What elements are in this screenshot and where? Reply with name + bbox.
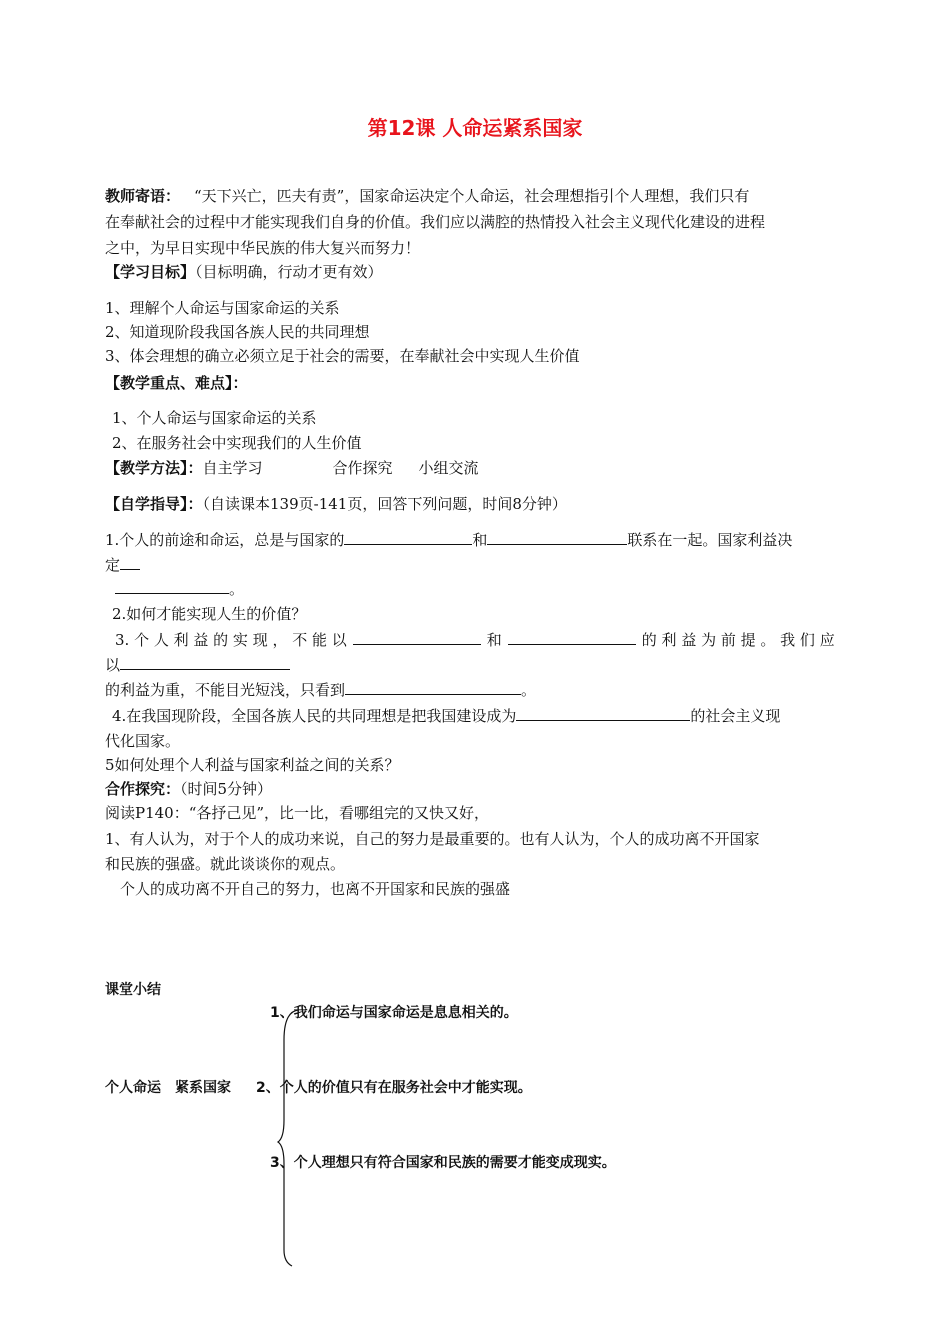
page-title: 第12课 人命运紧系国家 <box>367 116 583 140</box>
blank-field[interactable] <box>345 680 521 695</box>
question-5: 5如何处理个人利益与国家利益之间的关系？ <box>105 756 400 774</box>
question-3-line1: 3. 个 人 利 益 的 实 现 ， 不 能 以 和 的 利 益 为 前 提 。 我 们 应 <box>115 631 835 649</box>
blank-field[interactable] <box>120 655 290 670</box>
summary-left-label: 个人命运 紧系国家 <box>105 1080 231 1096</box>
blank-field[interactable] <box>120 555 140 570</box>
goal-item-3: 3、体会理想的确立必须立足于社会的需要，在奉献社会中实现人生价值 <box>105 347 580 365</box>
methods-label: 【教学方法】： <box>105 459 203 477</box>
summary-heading: 课堂小结 <box>105 982 161 998</box>
selfstudy-heading: 【自学指导】：（自读课本139页-141页，回答下列问题，时间8分钟） <box>105 495 567 513</box>
summary-item-1: 1、我们命运与国家命运是息息相关的。 <box>270 1005 518 1021</box>
summary-item-3: 3、个人理想只有符合国家和民族的需要才能变成现实。 <box>270 1155 616 1171</box>
blank-field[interactable] <box>656 706 690 721</box>
goals-heading: 【学习目标】（目标明确，行动才更有效） <box>105 263 383 281</box>
teacher-message-line3: 之中，为早日实现中华民族的伟大复兴而努力！ <box>105 239 421 257</box>
question-2: 2.如何才能实现人生的价值？ <box>112 605 307 623</box>
blank-field[interactable] <box>516 706 578 721</box>
summary-item-2: 2、个人的价值只有在服务社会中才能实现。 <box>256 1080 532 1096</box>
question-1-line3: 。 <box>115 579 244 599</box>
goal-item-1: 1、理解个人命运与国家命运的关系 <box>105 299 340 317</box>
methods-line <box>105 458 479 478</box>
teacher-message-line2: 在奉献社会的过程中才能实现我们自身的价值。我们应以满腔的热情投入社会主义现代化建设的进程 <box>105 213 766 231</box>
question-3-line2: 以 <box>105 655 290 675</box>
method-item-1: 自主学习 <box>202 459 263 477</box>
blank-field[interactable] <box>115 579 229 594</box>
question-3-line3: 的利益为重，不能目光短浅，只看到 。 <box>105 681 537 699</box>
summary-brace <box>270 1000 310 1272</box>
goal-item-2: 2、知道现阶段我国各族人民的共同理想 <box>105 323 370 341</box>
method-item-2: 合作探究 <box>332 459 393 477</box>
blank-field[interactable] <box>578 706 656 721</box>
coop-answer: 个人的成功离不开自己的努力，也离不开国家和民族的强盛 <box>120 880 511 898</box>
coop-read: 阅读P140：“各抒己见”，比一比，看哪组完的又快又好， <box>105 804 490 822</box>
blank-field[interactable] <box>344 530 472 545</box>
coop-prompt-line1: 1、有人认为，对于个人的成功来说，自己的努力是最重要的。也有人认为，个人的成功离不开国家 <box>105 830 760 848</box>
teacher-message-line1: 教师寄语： “天下兴亡，匹夫有责”，国家命运决定个人命运，社会理想指引个人理想，我们只有 <box>105 187 750 205</box>
coop-heading: 合作探究：（时间5分钟） <box>105 780 273 798</box>
blank-field[interactable] <box>353 630 481 645</box>
blank-field[interactable] <box>487 530 627 545</box>
method-item-3: 小组交流 <box>418 459 479 477</box>
keypoint-item-1: 1、个人命运与国家命运的关系 <box>112 409 317 427</box>
question-1-line2: 定 <box>105 555 140 575</box>
keypoints-heading: 【教学重点、难点】： <box>105 374 248 392</box>
teacher-label: 教师寄语： <box>105 187 181 205</box>
question-1-line1: 1.个人的前途和命运，总是与国家的 和 联系在一起。国家利益决 <box>105 531 793 549</box>
coop-prompt-line2: 和民族的强盛。就此谈谈你的观点。 <box>105 855 346 873</box>
question-4-line1: 4.在我国现阶段，全国各族人民的共同理想是把我国建设成为 的社会主义现 <box>112 707 781 725</box>
question-4-line2: 代化国家。 <box>105 732 181 750</box>
blank-field[interactable] <box>508 630 636 645</box>
keypoint-item-2: 2、在服务社会中实现我们的人生价值 <box>112 434 362 452</box>
